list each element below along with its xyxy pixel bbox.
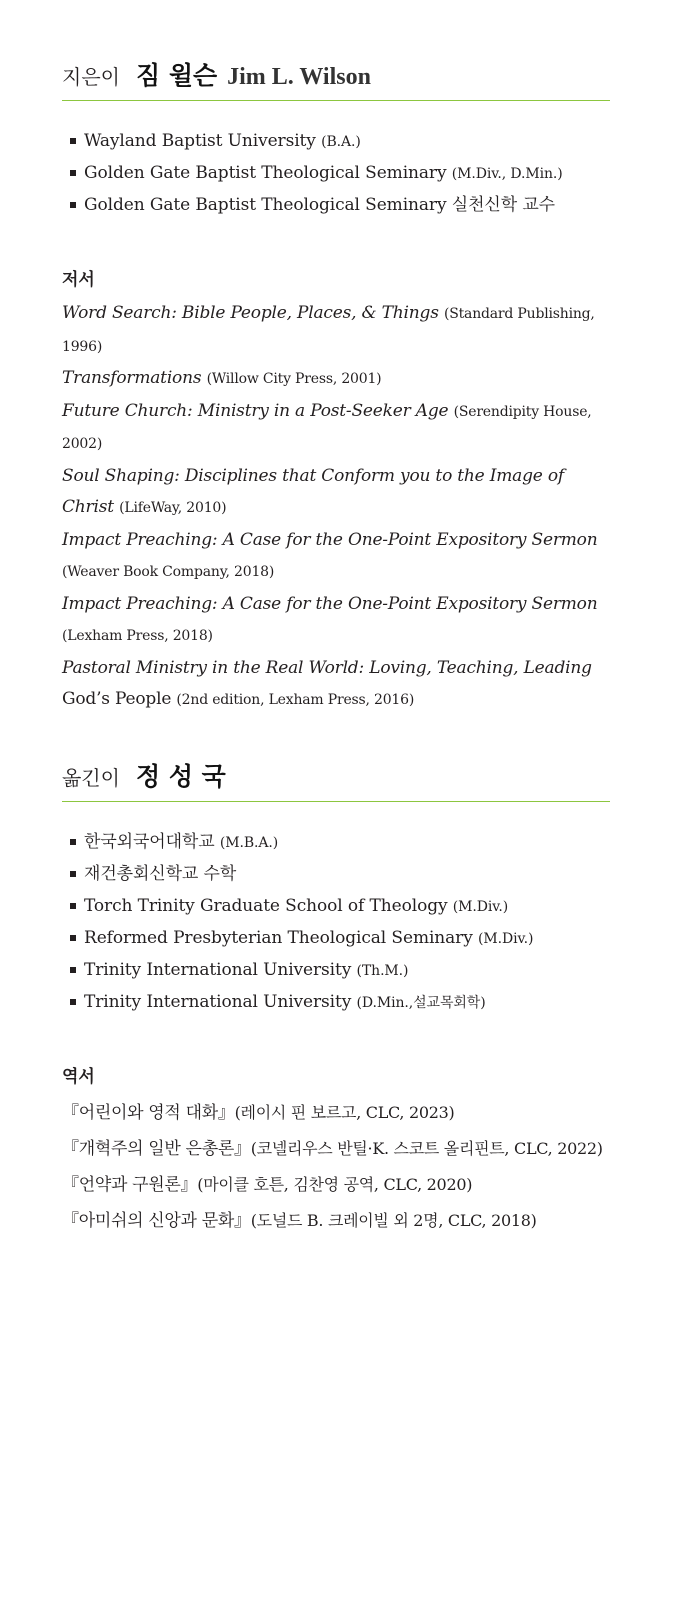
list-item bbox=[70, 826, 610, 858]
list-item bbox=[70, 189, 610, 221]
credential-degree: (M.Div.) bbox=[452, 899, 509, 915]
list-item bbox=[70, 125, 610, 157]
author-books-heading: 저서 bbox=[62, 270, 95, 290]
credential-degree: (D.Min.,설교목회학) bbox=[356, 995, 486, 1011]
author-heading bbox=[62, 56, 610, 96]
author-name-ko: 짐 윌슨 bbox=[135, 61, 218, 90]
book-entry bbox=[62, 1095, 610, 1131]
list-item bbox=[70, 986, 610, 1018]
book-title: Transformations bbox=[62, 368, 202, 388]
credential-text: Wayland Baptist University bbox=[84, 131, 316, 151]
list-item bbox=[70, 954, 610, 986]
list-item bbox=[70, 922, 610, 954]
credential-text: Torch Trinity Graduate School of Theology bbox=[84, 896, 448, 916]
book-entry bbox=[62, 363, 610, 396]
translator-books-list bbox=[62, 1095, 610, 1239]
book-publication: (Standard Publishing, 1996) bbox=[62, 306, 595, 355]
author-role-label: 지은이 bbox=[62, 65, 120, 89]
book-title-continuation: God’s People bbox=[62, 689, 172, 709]
credential-text: 한국외국어대학교 bbox=[84, 832, 215, 852]
book-title: Word Search: Bible People, Places, & Things bbox=[62, 303, 439, 323]
book-entry bbox=[62, 653, 610, 717]
credential-text: Trinity International University bbox=[84, 960, 352, 980]
credential-degree: (B.A.) bbox=[321, 134, 361, 150]
book-entry bbox=[62, 1203, 610, 1239]
credential-degree: (M.Div.) bbox=[478, 931, 534, 947]
author-name-en: Jim L. Wilson bbox=[227, 64, 371, 90]
book-title: 『개혁주의 일반 은총론』 bbox=[62, 1139, 251, 1159]
credential-text: 재건총회신학교 수학 bbox=[84, 864, 237, 884]
list-item bbox=[70, 890, 610, 922]
list-item bbox=[70, 157, 610, 189]
credential-degree: (M.B.A.) bbox=[219, 835, 279, 851]
book-publication: (마이클 호튼, 김찬영 공역, CLC, 2020) bbox=[197, 1175, 473, 1194]
book-title: 『어린이와 영적 대화』 bbox=[62, 1103, 235, 1123]
credential-degree: (Th.M.) bbox=[356, 963, 409, 979]
book-entry bbox=[62, 396, 610, 461]
translator-heading bbox=[62, 757, 610, 797]
book-entry bbox=[62, 589, 610, 653]
translator-credentials-list bbox=[62, 826, 610, 1018]
book-entry bbox=[62, 461, 610, 525]
translator-role-label: 옮긴이 bbox=[62, 766, 120, 790]
book-publication: (Weaver Book Company, 2018) bbox=[62, 564, 275, 580]
author-section bbox=[62, 56, 610, 717]
book-publication: (레이시 핀 보르고, CLC, 2023) bbox=[234, 1103, 455, 1122]
book-title: Future Church: Ministry in a Post-Seeker Age bbox=[62, 400, 449, 421]
author-credentials-list bbox=[62, 125, 610, 221]
book-title: 『언약과 구원론』 bbox=[62, 1175, 198, 1195]
credential-text: Trinity International University bbox=[84, 992, 352, 1012]
credential-text: Reformed Presbyterian Theological Seminary bbox=[84, 928, 473, 948]
book-publication: (Lexham Press, 2018) bbox=[62, 628, 213, 644]
translator-name-ko: 정 성 국 bbox=[135, 762, 226, 791]
book-title: Soul Shaping: Disciplines that Conform you to the Image of Christ bbox=[62, 465, 564, 517]
list-item bbox=[70, 858, 610, 890]
book-entry bbox=[62, 298, 610, 363]
credential-degree: (M.Div., D.Min.) bbox=[451, 166, 563, 182]
book-entry bbox=[62, 1167, 610, 1203]
author-books-list bbox=[62, 298, 610, 717]
book-entry bbox=[62, 1131, 610, 1167]
credential-text: Golden Gate Baptist Theological Seminary bbox=[84, 163, 447, 183]
book-title: 『아미쉬의 신앙과 문화』 bbox=[62, 1211, 251, 1231]
translator-books-heading: 역서 bbox=[62, 1067, 95, 1087]
book-publication: (LifeWay, 2010) bbox=[119, 500, 227, 516]
book-title: Impact Preaching: A Case for the One-Point Expository Sermon bbox=[62, 593, 598, 614]
book-publication: (Serendipity House, 2002) bbox=[62, 403, 592, 452]
book-publication: (Willow City Press, 2001) bbox=[206, 371, 382, 387]
credential-text: Golden Gate Baptist Theological Seminary 실천신학 교수 bbox=[84, 195, 555, 215]
book-publication: (코넬리우스 반틸·K. 스코트 올리핀트, CLC, 2022) bbox=[250, 1139, 603, 1158]
book-publication: (도널드 B. 크레이빌 외 2명, CLC, 2018) bbox=[250, 1211, 537, 1230]
book-title: Pastoral Ministry in the Real World: Loving, Teaching, Leading bbox=[62, 657, 592, 678]
book-title: Impact Preaching: A Case for the One-Point Expository Sermon bbox=[62, 529, 598, 550]
translator-section bbox=[62, 757, 610, 1239]
author-divider bbox=[62, 100, 610, 101]
translator-divider bbox=[62, 801, 610, 802]
book-publication: (2nd edition, Lexham Press, 2016) bbox=[176, 692, 415, 708]
book-entry bbox=[62, 525, 610, 589]
